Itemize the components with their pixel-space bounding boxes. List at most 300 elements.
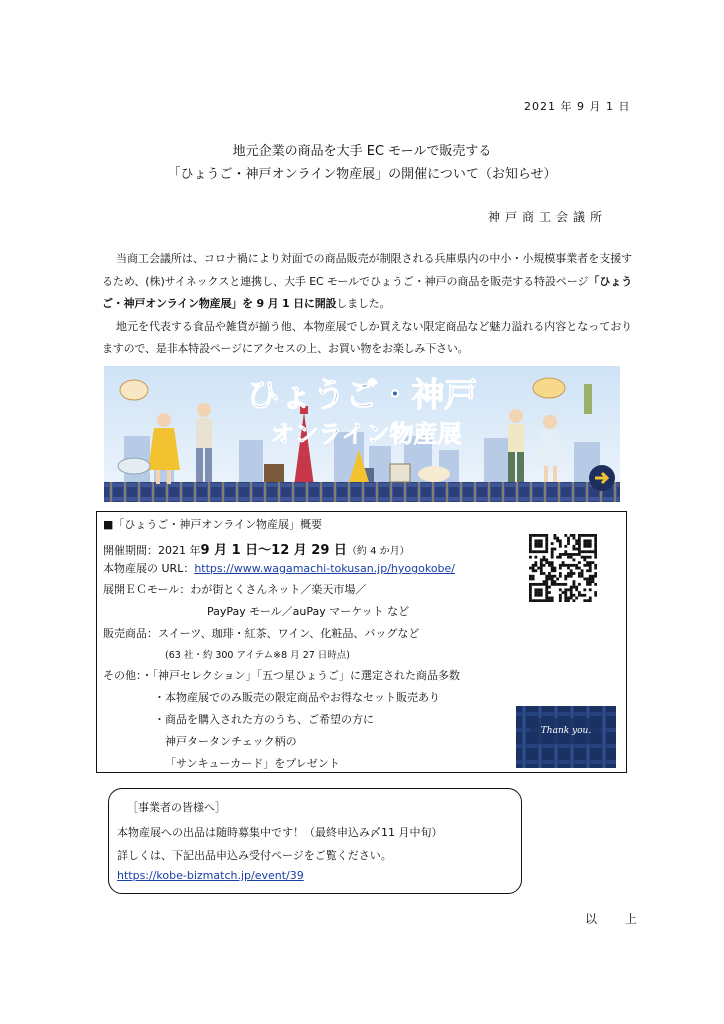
qr-module	[534, 545, 537, 548]
qr-module	[545, 588, 548, 591]
qr-module	[589, 583, 592, 586]
qr-module	[586, 550, 589, 553]
qr-module	[589, 597, 592, 600]
qr-module	[529, 586, 532, 589]
qr-module	[589, 580, 592, 583]
qr-module	[548, 578, 551, 581]
qr-module	[543, 599, 546, 602]
qr-module	[529, 534, 532, 537]
qr-module	[545, 539, 548, 542]
qr-module	[529, 556, 532, 559]
qr-module	[551, 599, 554, 602]
qr-module	[586, 542, 589, 545]
qr-module	[594, 564, 597, 567]
qr-module	[548, 575, 551, 578]
qr-code[interactable]	[529, 534, 597, 602]
other-row-5: 「サンキューカード」をプレゼント	[165, 757, 340, 770]
other-row-3: ・商品を購入された方のうち、ご希望の方に	[154, 713, 374, 726]
qr-module	[537, 583, 540, 586]
notice-heading: ［事業者の皆様へ］	[127, 801, 226, 814]
qr-module	[537, 567, 540, 570]
qr-module	[537, 599, 540, 602]
qr-module	[545, 534, 548, 537]
qr-module	[553, 575, 556, 578]
qr-module	[534, 564, 537, 567]
qr-module	[570, 586, 573, 589]
qr-module	[532, 534, 535, 537]
card-title: Thank you.	[540, 726, 592, 736]
business-notice-box	[108, 788, 522, 894]
qr-module	[540, 564, 543, 567]
paragraph-1-text: 当商工会議所は、コロナ禍により対面での商品販売が制限される兵庫県内の中小・小規模事業者を支援するため、(株)サイネックスと連携し、大手 EC モールでひょうご・神戸の商品を販売する特設ページ	[102, 252, 632, 288]
qr-module	[586, 599, 589, 602]
qr-module	[583, 578, 586, 581]
qr-module	[575, 548, 578, 551]
qr-module	[540, 594, 543, 597]
qr-module	[594, 572, 597, 575]
qr-module	[573, 599, 576, 602]
qr-module	[583, 564, 586, 567]
qr-module	[564, 534, 567, 537]
url-label: 本物産展の URL：	[103, 562, 195, 575]
qr-module	[534, 534, 537, 537]
qr-module	[537, 550, 540, 553]
qr-module	[581, 550, 584, 553]
closing-mark: 以 上	[585, 912, 649, 926]
qr-module	[562, 591, 565, 594]
qr-module	[578, 591, 581, 594]
qr-module	[548, 586, 551, 589]
notice-line-2: 詳しくは、下記出品申込み受付ページをご覧ください。	[117, 849, 392, 862]
qr-module	[532, 550, 535, 553]
qr-module	[545, 591, 548, 594]
qr-module	[581, 594, 584, 597]
qr-module	[589, 599, 592, 602]
qr-module	[537, 534, 540, 537]
qr-module	[592, 561, 595, 564]
qr-module	[567, 542, 570, 545]
tartan-pattern	[516, 706, 616, 768]
url-row	[103, 560, 455, 576]
other-row-4: 神戸タータンチェック柄の	[165, 735, 297, 748]
qr-module	[575, 553, 578, 556]
qr-module	[583, 550, 586, 553]
qr-module	[573, 553, 576, 556]
qr-module	[532, 599, 535, 602]
qr-module	[594, 594, 597, 597]
qr-module	[559, 572, 562, 575]
qr-module	[594, 550, 597, 553]
qr-module	[567, 539, 570, 542]
qr-module	[534, 542, 537, 545]
qr-module	[548, 561, 551, 564]
qr-module	[551, 564, 554, 567]
qr-module	[578, 537, 581, 540]
qr-module	[592, 575, 595, 578]
qr-module	[532, 578, 535, 581]
qr-module	[532, 564, 535, 567]
paragraph-1-bold: 「ひょうご・神戸オンライン物産展」を 9 月 1 日に開設	[102, 274, 633, 311]
qr-module	[551, 580, 554, 583]
qr-module	[540, 591, 543, 594]
products-row: 販売商品：スイーツ、珈琲・紅茶、ワイン、化粧品、バッグなど	[103, 627, 420, 640]
title-line-2: 「ひょうご・神戸オンライン物産展」の開催について（お知らせ）	[167, 167, 557, 182]
qr-module	[529, 567, 532, 570]
qr-module	[592, 578, 595, 581]
qr-module	[551, 548, 554, 551]
qr-module	[559, 594, 562, 597]
qr-module	[529, 545, 532, 548]
qr-module	[594, 567, 597, 570]
qr-module	[540, 534, 543, 537]
qr-module	[575, 542, 578, 545]
qr-module	[540, 545, 543, 548]
qr-module	[559, 567, 562, 570]
qr-module	[529, 591, 532, 594]
qr-module	[559, 597, 562, 600]
qr-module	[545, 578, 548, 581]
qr-module	[529, 583, 532, 586]
qr-module	[564, 591, 567, 594]
other-row-2: ・本物産展でのみ販売の限定商品やお得なセット販売あり	[154, 691, 440, 704]
qr-module	[529, 588, 532, 591]
qr-module	[594, 539, 597, 542]
qr-module	[556, 539, 559, 542]
qr-module	[592, 534, 595, 537]
qr-module	[564, 597, 567, 600]
qr-module	[589, 550, 592, 553]
qr-module	[562, 583, 565, 586]
qr-module	[594, 534, 597, 537]
qr-module	[534, 539, 537, 542]
qr-module	[589, 567, 592, 570]
qr-module	[529, 548, 532, 551]
qr-module	[545, 537, 548, 540]
qr-module	[592, 550, 595, 553]
qr-module	[559, 542, 562, 545]
qr-module	[553, 548, 556, 551]
qr-module	[589, 569, 592, 572]
qr-module	[543, 564, 546, 567]
qr-module	[583, 558, 586, 561]
organization-name: 神戸商工会議所	[488, 210, 608, 224]
qr-module	[529, 539, 532, 542]
qr-module	[540, 569, 543, 572]
qr-module	[567, 599, 570, 602]
qr-module	[570, 569, 573, 572]
qr-module	[573, 594, 576, 597]
qr-module	[559, 545, 562, 548]
qr-module	[532, 583, 535, 586]
qr-module	[581, 534, 584, 537]
qr-module	[543, 572, 546, 575]
qr-module	[586, 580, 589, 583]
qr-module	[551, 556, 554, 559]
qr-module	[583, 588, 586, 591]
qr-module	[545, 542, 548, 545]
document-date: 2021 年 9 月 1 日	[524, 100, 631, 113]
qr-module	[540, 583, 543, 586]
qr-module	[578, 567, 581, 570]
qr-module	[586, 583, 589, 586]
qr-module	[589, 542, 592, 545]
qr-module	[545, 599, 548, 602]
qr-module	[537, 591, 540, 594]
qr-module	[564, 594, 567, 597]
qr-module	[586, 539, 589, 542]
qr-module	[564, 545, 567, 548]
qr-module	[589, 564, 592, 567]
qr-module	[545, 548, 548, 551]
qr-module	[562, 553, 565, 556]
qr-module	[573, 583, 576, 586]
qr-module	[567, 567, 570, 570]
qr-module	[553, 537, 556, 540]
qr-module	[540, 567, 543, 570]
qr-module	[564, 553, 567, 556]
qr-module	[540, 558, 543, 561]
qr-module	[594, 542, 597, 545]
overview-heading: ■「ひょうご・神戸オンライン物産展」概要	[103, 518, 323, 531]
qr-module	[581, 569, 584, 572]
qr-module	[545, 580, 548, 583]
qr-module	[589, 534, 592, 537]
qr-module	[551, 575, 554, 578]
qr-module	[529, 578, 532, 581]
qr-module	[567, 572, 570, 575]
qr-module	[573, 534, 576, 537]
qr-module	[551, 561, 554, 564]
qr-module	[586, 545, 589, 548]
qr-module	[570, 591, 573, 594]
qr-module	[578, 534, 581, 537]
qr-module	[573, 580, 576, 583]
qr-module	[589, 556, 592, 559]
qr-module	[559, 556, 562, 559]
qr-module	[559, 553, 562, 556]
qr-module	[575, 567, 578, 570]
qr-module	[529, 594, 532, 597]
paragraph-1-end: しました。	[336, 297, 391, 311]
qr-module	[567, 575, 570, 578]
qr-module	[575, 539, 578, 542]
qr-module	[578, 539, 581, 542]
qr-module	[575, 597, 578, 600]
qr-module	[545, 545, 548, 548]
qr-module	[537, 545, 540, 548]
qr-module	[556, 556, 559, 559]
period-label: 開催期間：2021 年	[103, 544, 201, 557]
application-url-link[interactable]: https://kobe-bizmatch.jp/event/39	[117, 869, 304, 882]
qr-module	[573, 558, 576, 561]
qr-module	[559, 564, 562, 567]
qr-module	[594, 553, 597, 556]
qr-module	[543, 534, 546, 537]
qr-module	[543, 583, 546, 586]
qr-module	[567, 553, 570, 556]
qr-module	[534, 569, 537, 572]
qr-module	[553, 580, 556, 583]
qr-module	[551, 578, 554, 581]
qr-module	[589, 575, 592, 578]
qr-module	[534, 591, 537, 594]
qr-module	[583, 534, 586, 537]
qr-module	[534, 550, 537, 553]
qr-module	[583, 594, 586, 597]
qr-module	[567, 597, 570, 600]
qr-module	[529, 575, 532, 578]
qr-module	[564, 564, 567, 567]
notice-line-1: 本物産展への出品は随時募集中です！（最終申込み〆11 月中旬）	[117, 826, 443, 839]
qr-module	[594, 591, 597, 594]
qr-module	[589, 539, 592, 542]
qr-module	[545, 558, 548, 561]
qr-module	[551, 550, 554, 553]
qr-module	[594, 556, 597, 559]
qr-module	[583, 545, 586, 548]
qr-module	[589, 588, 592, 591]
qr-module	[581, 575, 584, 578]
qr-module	[559, 583, 562, 586]
qr-module	[556, 537, 559, 540]
title-line-1: 地元企業の商品を大手 EC モールで販売する	[232, 144, 492, 159]
qr-module	[545, 550, 548, 553]
qr-module	[551, 542, 554, 545]
qr-module	[589, 561, 592, 564]
qr-module	[537, 539, 540, 542]
qr-module	[556, 578, 559, 581]
qr-module	[543, 580, 546, 583]
qr-module	[537, 594, 540, 597]
qr-module	[534, 556, 537, 559]
qr-module	[540, 572, 543, 575]
qr-module	[529, 550, 532, 553]
qr-module	[594, 583, 597, 586]
qr-module	[594, 575, 597, 578]
qr-module	[534, 588, 537, 591]
qr-module	[529, 599, 532, 602]
qr-module	[570, 534, 573, 537]
qr-module	[578, 594, 581, 597]
qr-module	[592, 580, 595, 583]
period-dates: 9 月 1 日〜12 月 29 日	[200, 543, 347, 558]
qr-module	[543, 556, 546, 559]
qr-module	[578, 561, 581, 564]
qr-module	[534, 599, 537, 602]
other-row-1: その他：・「神戸セレクション」「五つ星ひょうご」に選定された商品多数	[103, 669, 461, 682]
qr-module	[556, 583, 559, 586]
qr-module	[586, 561, 589, 564]
qr-module	[562, 564, 565, 567]
qr-module	[564, 550, 567, 553]
qr-module	[551, 583, 554, 586]
qr-module	[562, 561, 565, 564]
qr-module	[543, 558, 546, 561]
qr-module	[534, 583, 537, 586]
qr-module	[548, 572, 551, 575]
period-note: （約 4 か月）	[346, 546, 410, 557]
qr-module	[573, 537, 576, 540]
qr-module	[589, 578, 592, 581]
qr-module	[578, 583, 581, 586]
qr-module	[548, 599, 551, 602]
qr-module	[540, 550, 543, 553]
qr-module	[575, 586, 578, 589]
qr-module	[545, 597, 548, 600]
banner-title-1: ひょうご・神戸	[246, 375, 478, 414]
qr-module	[573, 545, 576, 548]
qr-module	[594, 548, 597, 551]
mall-row-2: PayPay モール／auPay マーケット など	[207, 605, 410, 618]
qr-module	[570, 572, 573, 575]
qr-module	[532, 567, 535, 570]
thank-you-card-image	[516, 706, 616, 768]
qr-module	[534, 561, 537, 564]
qr-module	[567, 537, 570, 540]
qr-module	[540, 539, 543, 542]
qr-module	[534, 594, 537, 597]
qr-module	[559, 539, 562, 542]
qr-module	[548, 591, 551, 594]
qr-module	[540, 561, 543, 564]
qr-module	[589, 545, 592, 548]
qr-module	[529, 537, 532, 540]
qr-module	[545, 594, 548, 597]
period-row	[103, 539, 410, 558]
qr-module	[545, 575, 548, 578]
qr-module	[540, 599, 543, 602]
qr-module	[548, 597, 551, 600]
qr-module	[570, 564, 573, 567]
qr-module	[578, 572, 581, 575]
qr-module	[567, 556, 570, 559]
banner-illustration	[104, 366, 620, 502]
qr-module	[551, 569, 554, 572]
qr-module	[586, 556, 589, 559]
qr-module	[586, 578, 589, 581]
qr-module	[583, 542, 586, 545]
qr-module	[573, 586, 576, 589]
qr-module	[581, 556, 584, 559]
qr-module	[575, 588, 578, 591]
paragraph-2: 地元を代表する食品や雑貨が揃う他、本物産展でしか買えない限定商品など魅力溢れる内容となっておりますので、是非本特設ページにアクセスの上、お買い物をお楽しみ下さい。	[102, 319, 632, 356]
qr-module	[559, 575, 562, 578]
qr-module	[583, 539, 586, 542]
qr-module	[578, 553, 581, 556]
qr-module	[553, 569, 556, 572]
qr-module	[564, 599, 567, 602]
qr-module	[537, 542, 540, 545]
banner-title-2: オンライン物産展	[270, 420, 462, 448]
event-url-link[interactable]: https://www.wagamachi-tokusan.jp/hyogokobe/	[194, 562, 456, 575]
products-note: (63 社・約 300 アイテム※8 月 27 日時点)	[165, 650, 351, 661]
qr-module	[570, 575, 573, 578]
event-banner[interactable]	[104, 366, 620, 502]
qr-module	[570, 553, 573, 556]
qr-module	[594, 545, 597, 548]
qr-module	[553, 583, 556, 586]
qr-module	[573, 572, 576, 575]
qr-module	[578, 548, 581, 551]
mall-row: 展開ＥＣモール：わが街とくさんネット／楽天市場／	[103, 583, 367, 596]
qr-module	[567, 588, 570, 591]
qr-module	[570, 588, 573, 591]
qr-module	[586, 534, 589, 537]
qr-module	[553, 534, 556, 537]
qr-module	[529, 542, 532, 545]
qr-module	[573, 548, 576, 551]
qr-module	[570, 556, 573, 559]
